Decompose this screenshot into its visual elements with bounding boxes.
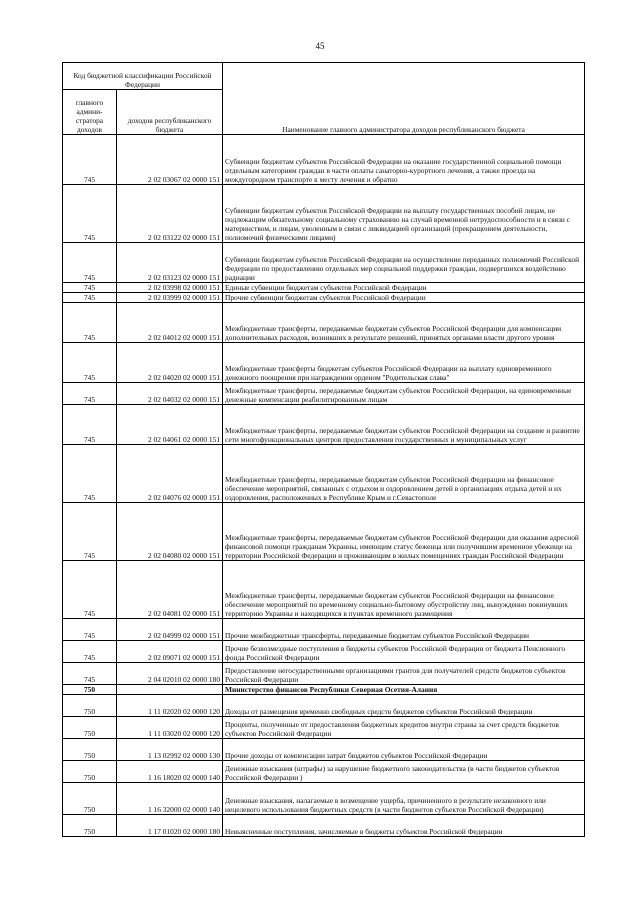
table-row: [63, 641, 585, 663]
cell-income-code: 2 02 03999 02 0000 151: [117, 293, 223, 303]
table-row: [63, 663, 585, 685]
cell-name: Субвенции бюджетам субъектов Российской Федерации на осуществление переданных полномочий Российской Федерации по предоставлению отдельных мер социальной поддержки граждан, подвергшихся воздействию радиации: [223, 243, 585, 283]
cell-admin-code: 750: [63, 685, 117, 695]
header-admin-name: Наименование главного администратора доходов республиканского бюджета: [223, 63, 585, 135]
cell-income-code: 1 11 03020 02 0000 120: [117, 717, 223, 739]
cell-name: Межбюджетные трансферты, передаваемые бюджетам субъектов Российской Федерации, на единовременные денежные компенсации реабилитированным лицам: [223, 383, 585, 405]
cell-admin-code: 745: [63, 619, 117, 641]
cell-admin-code: 750: [63, 739, 117, 761]
cell-name: Невыясненные поступления, зачисляемые в бюджеты субъектов Российской Федерации: [223, 815, 585, 837]
cell-name: Межбюджетные трансферты бюджетам субъектов Российской Федерации на выплату единовременного денежного поощрения при награждении орденом "Родительская слава": [223, 343, 585, 383]
cell-name: Межбюджетные трансферты, передаваемые бюджетам субъектов Российской Федерации для компенсации дополнительных расходов, возникших в результате решений, принятых органами власти другого уровня: [223, 303, 585, 343]
cell-admin-code: 745: [63, 503, 117, 561]
table-row: [63, 619, 585, 641]
table-row: [63, 503, 585, 561]
cell-name: Единые субвенции бюджетам субъектов Российской Федерации: [223, 283, 585, 293]
header-admin-column: главного админи-стратора доходов: [63, 90, 117, 135]
table-row: [63, 685, 585, 695]
cell-admin-code: 745: [63, 343, 117, 383]
cell-admin-code: 745: [63, 283, 117, 293]
cell-admin-code: 745: [63, 303, 117, 343]
cell-name: Межбюджетные трансферты, передаваемые бюджетам субъектов Российской Федерации на финансовое обеспечение мероприятий по временному социально-бытовому обустройству лиц, вынужденно покинувших территорию Украины и находящихся в пунктах временного размещения: [223, 561, 585, 619]
cell-name: Прочие доходы от компенсации затрат бюджетов субъектов Российской Федерации: [223, 739, 585, 761]
cell-income-code: 2 02 04076 02 0000 151: [117, 445, 223, 503]
cell-income-code: 2 02 03122 02 0000 151: [117, 185, 223, 243]
cell-income-code: 1 13 02992 02 0000 130: [117, 739, 223, 761]
cell-income-code: 2 02 03998 02 0000 151: [117, 283, 223, 293]
cell-income-code: 2 02 04999 02 0000 151: [117, 619, 223, 641]
budget-classification-table: [62, 62, 585, 837]
cell-income-code: 2 02 04081 02 0000 151: [117, 561, 223, 619]
cell-name: Субвенции бюджетам субъектов Российской Федерации на оказание государственной социальной помощи отдельным категориям граждан в части оплаты санаторно-курортного лечения, а также проезда на междугородном транспорте к месту лечения и обратно: [223, 135, 585, 185]
cell-admin-code: 750: [63, 815, 117, 837]
cell-name: Прочие безвозмездные поступления в бюджеты субъектов Российской Федерации от бюджета Пенсионного фонда Российской Федерации: [223, 641, 585, 663]
cell-name: Межбюджетные трансферты, передаваемые бюджетам субъектов Российской Федерации на создание и развитие сети многофункциональных центров предоставления государственных и муниципальных услуг: [223, 405, 585, 445]
cell-admin-code: 745: [63, 243, 117, 283]
table-row: [63, 815, 585, 837]
cell-income-code: 2 02 09071 02 0000 151: [117, 641, 223, 663]
cell-name: Предоставление негосударственными организациями грантов для получателей средств бюджетов субъектов Российской Федерации: [223, 663, 585, 685]
table-row: [63, 283, 585, 293]
cell-admin-code: 745: [63, 445, 117, 503]
cell-income-code: 2 02 04080 02 0000 151: [117, 503, 223, 561]
cell-admin-code: 745: [63, 405, 117, 445]
header-classification-code: Код бюджетной классификации Российской Федерации: [63, 63, 223, 90]
cell-admin-code: 750: [63, 695, 117, 717]
table-row: [63, 783, 585, 815]
cell-admin-code: 745: [63, 293, 117, 303]
cell-income-code: 2 02 04032 02 0000 151: [117, 383, 223, 405]
cell-name: Доходы от размещения временно свободных средств бюджетов субъектов Российской Федерации: [223, 695, 585, 717]
cell-admin-code: 750: [63, 783, 117, 815]
cell-name: Прочие субвенции бюджетам субъектов Российской Федерации: [223, 293, 585, 303]
cell-income-code: 1 11 02020 02 0000 120: [117, 695, 223, 717]
header-income-code-column: доходов республиканского бюджета: [117, 90, 223, 135]
cell-name: Прочие межбюджетные трансферты, передаваемые бюджетам субъектов Российской Федерации: [223, 619, 585, 641]
table-row: [63, 739, 585, 761]
cell-name: Проценты, полученные от предоставления бюджетных кредитов внутри страны за счет средств бюджетов субъектов Российской Федерации: [223, 717, 585, 739]
page-number: 45: [315, 41, 325, 51]
cell-income-code: 2 04 02010 02 0000 180: [117, 663, 223, 685]
table-row: [63, 695, 585, 717]
cell-income-code: 1 17 01020 02 0000 180: [117, 815, 223, 837]
table-row: [63, 293, 585, 303]
table-row: [63, 343, 585, 383]
cell-name: Межбюджетные трансферты, передаваемые бюджетам субъектов Российской Федерации на финансовое обеспечение мероприятий, связанных с отдыхом и оздоровлением детей в организациях отдыха детей и их оздоровления, расположенных в Республике Крым и г.Севастополе: [223, 445, 585, 503]
table-row: [63, 135, 585, 185]
table-row: [63, 561, 585, 619]
table-row: [63, 185, 585, 243]
cell-admin-code: 745: [63, 641, 117, 663]
cell-income-code: 2 02 03123 02 0000 151: [117, 243, 223, 283]
table-row: [63, 243, 585, 283]
cell-income-code: 1 16 18020 02 0000 140: [117, 761, 223, 783]
cell-admin-code: 745: [63, 663, 117, 685]
cell-name: Межбюджетные трансферты, передаваемые бюджетам субъектов Российской Федерации для оказания адресной финансовой помощи гражданам Украины, имеющим статус беженца или получившим временное убежище на территории Российской Федерации и проживающим в жилых помещениях граждан Российской Федерации: [223, 503, 585, 561]
cell-admin-code: 745: [63, 383, 117, 405]
table-row: [63, 717, 585, 739]
table-row: [63, 405, 585, 445]
cell-income-code: [117, 685, 223, 695]
cell-name: Министерство финансов Республики Северная Осетия-Алания: [223, 685, 585, 695]
cell-admin-code: 745: [63, 561, 117, 619]
cell-income-code: 1 16 32000 02 0000 140: [117, 783, 223, 815]
table-row: [63, 303, 585, 343]
cell-name: Денежные взыскания (штрафы) за нарушение бюджетного законодательства (в части бюджетов субъектов Российской Федерации ): [223, 761, 585, 783]
cell-admin-code: 750: [63, 761, 117, 783]
table-row: [63, 383, 585, 405]
cell-name: Денежные взыскания, налагаемые в возмещение ущерба, причиненного в результате незаконного или нецелевого использования бюджетных средств (в части бюджетов субъектов Российской Федерации): [223, 783, 585, 815]
table-row: [63, 445, 585, 503]
table-body: [63, 135, 585, 837]
table-row: [63, 761, 585, 783]
cell-income-code: 2 02 03067 02 0000 151: [117, 135, 223, 185]
cell-admin-code: 750: [63, 717, 117, 739]
cell-name: Субвенции бюджетам субъектов Российской Федерации на выплату государственных пособий лицам, не подлежащим обязательному социальному страхованию на случай временной нетрудоспособности и в связи с материнством, и лицам, уволенным в связи с ликвидацией организаций (прекращением деятельности, полномочий физическими лицами): [223, 185, 585, 243]
cell-income-code: 2 02 04020 02 0000 151: [117, 343, 223, 383]
cell-admin-code: 745: [63, 185, 117, 243]
cell-income-code: 2 02 04061 02 0000 151: [117, 405, 223, 445]
cell-admin-code: 745: [63, 135, 117, 185]
cell-income-code: 2 02 04012 02 0000 151: [117, 303, 223, 343]
